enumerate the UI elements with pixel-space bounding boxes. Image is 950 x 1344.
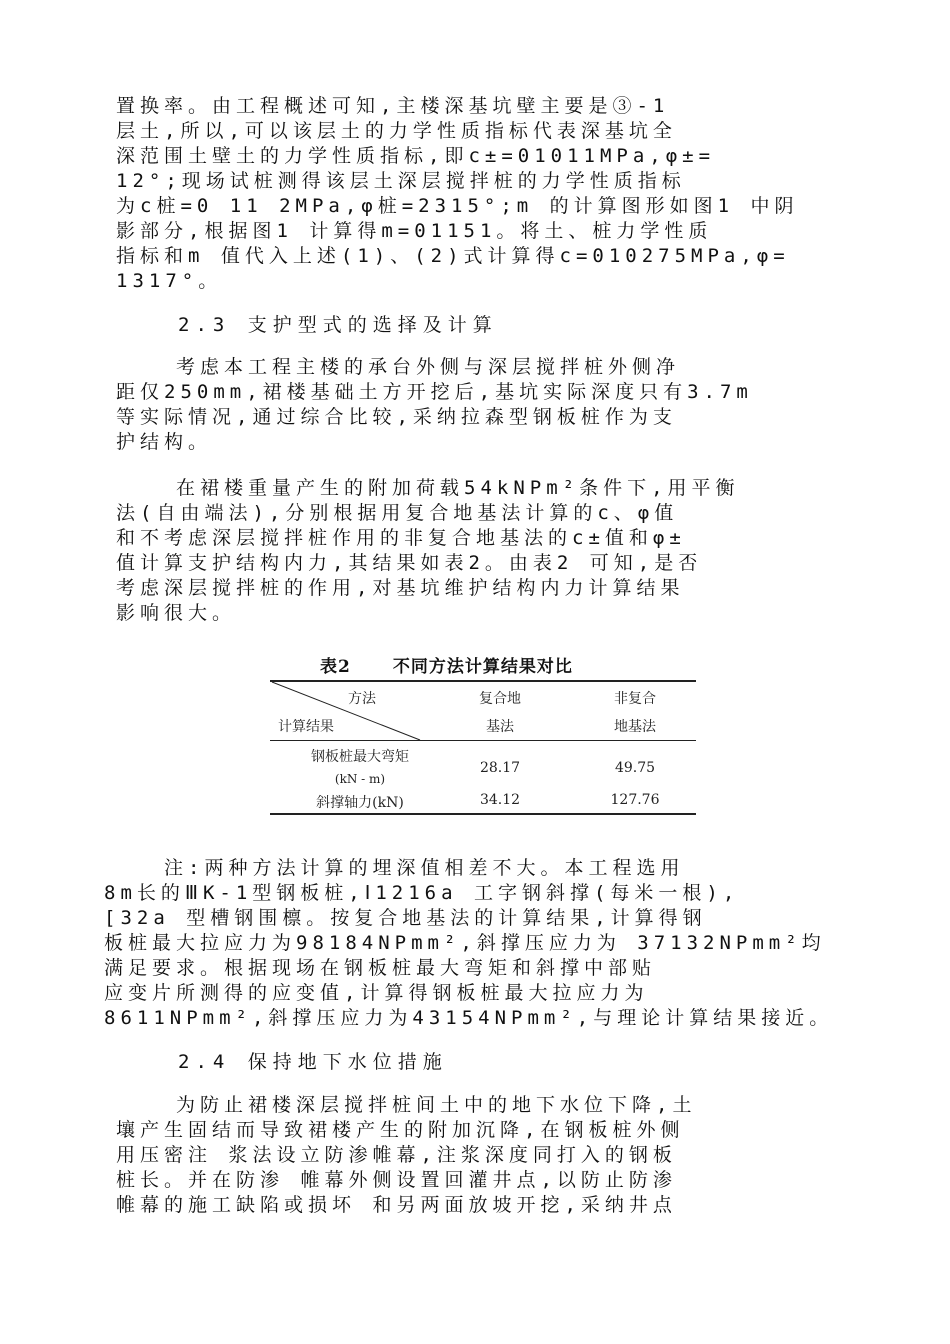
corner-header-result: 计算结果 <box>278 719 334 735</box>
cell-composite-value: 34.12 <box>479 792 521 808</box>
column-header-composite-line2: 基法 <box>486 719 514 735</box>
cell-composite-value: 28.17 <box>479 760 521 776</box>
paragraph-groundwater-measures: 为防止裙楼深层搅拌桩间土中的地下水位下降,土 壤产生固结而导致裙楼产生的附加沉降,在钢板桩外侧 用压密注 浆法设立防渗帷幕,注浆深度同打入的钢板 桩长。并在防渗 帷幕外侧设置回灌井点,以防止防渗 帷幕的施工缺陷或损坏 和另两面放坡开挖,采纳井点 <box>116 1094 697 1216</box>
section-heading-2-3: 2.3 支护型式的选择及计算 <box>178 314 498 336</box>
paragraph-support-selection: 考虑本工程主楼的承台外侧与深层搅拌桩外侧净 距仅250mm,裙楼基础土方开挖后,基坑实际深度只有3.7m 等实际情况,通过综合比较,采纳拉森型钢板桩作为支 护结构。 <box>116 356 753 453</box>
column-header-noncomposite-line1: 非复合 <box>614 691 656 707</box>
results-comparison-table <box>270 680 696 815</box>
cell-noncomposite-value: 49.75 <box>614 760 656 776</box>
section-heading-2-4: 2.4 保持地下水位措施 <box>178 1051 448 1073</box>
row-label: 斜撑轴力(kN) <box>316 795 404 811</box>
table-caption <box>320 652 573 677</box>
table-label: 表2 <box>320 657 351 677</box>
paragraph-note-steel-sheet-pile: 注:两种方法计算的埋深值相差不大。本工程选用 8m长的ⅢK-1型钢板桩,Ⅰ1216a 工字钢斜撑(每米一根), [32a 型槽钢围檩。按复合地基法的计算结果,计算得钢 板桩最大拉应力为98184NPmm²,斜撑压应力为 37132NPmm²均 满足要求。根据现场在钢板桩最大弯矩和斜撑中部贴 应变片所测得的应变值,计算得钢板桩最大拉应力为 8611NPmm²,斜撑压应力为43154NPmm²,与理论计算结果接近。 <box>104 857 834 1029</box>
column-header-composite-line1: 复合地 <box>479 691 521 707</box>
header-divider <box>270 740 696 741</box>
paragraph-calculation-method: 在裙楼重量产生的附加荷载54kNPm²条件下,用平衡 法(自由端法),分别根据用复合地基法计算的c、φ值 和不考虑深层搅拌桩作用的非复合地基法的c±值和φ± 值计算支护结构内力,其结果如表2。由表2 可知,是否 考虑深层搅拌桩的作用,对基坑维护结构内力计算结果 影响很大。 <box>116 477 740 624</box>
table-title: 不同方法计算结果对比 <box>392 657 573 677</box>
cell-noncomposite-value: 127.76 <box>610 792 660 808</box>
row-label-unit: (kN - m) <box>334 772 386 786</box>
column-header-noncomposite-line2: 地基法 <box>614 719 656 735</box>
corner-header-method: 方法 <box>348 691 376 707</box>
row-label: 钢板桩最大弯矩 <box>311 749 409 765</box>
paragraph-replacement-rate: 置换率。由工程概述可知,主楼深基坑壁主要是③-1 层土,所以,可以该层土的力学性质指标代表深基坑全 深范围土壁土的力学性质指标,即c±=01011MPa,φ±= 12°;现场试桩测得该层土深层搅拌桩的力学性质指标 为c桩=0 11 2MPa,φ桩=2315°;m 的计算图形如图1 中阴 影部分,根据图1 计算得m=01151。将土、桩力学性质 指标和m 值代入上述(1)、(2)式计算得c=010275MPa,φ= 1317°。 <box>116 95 799 292</box>
